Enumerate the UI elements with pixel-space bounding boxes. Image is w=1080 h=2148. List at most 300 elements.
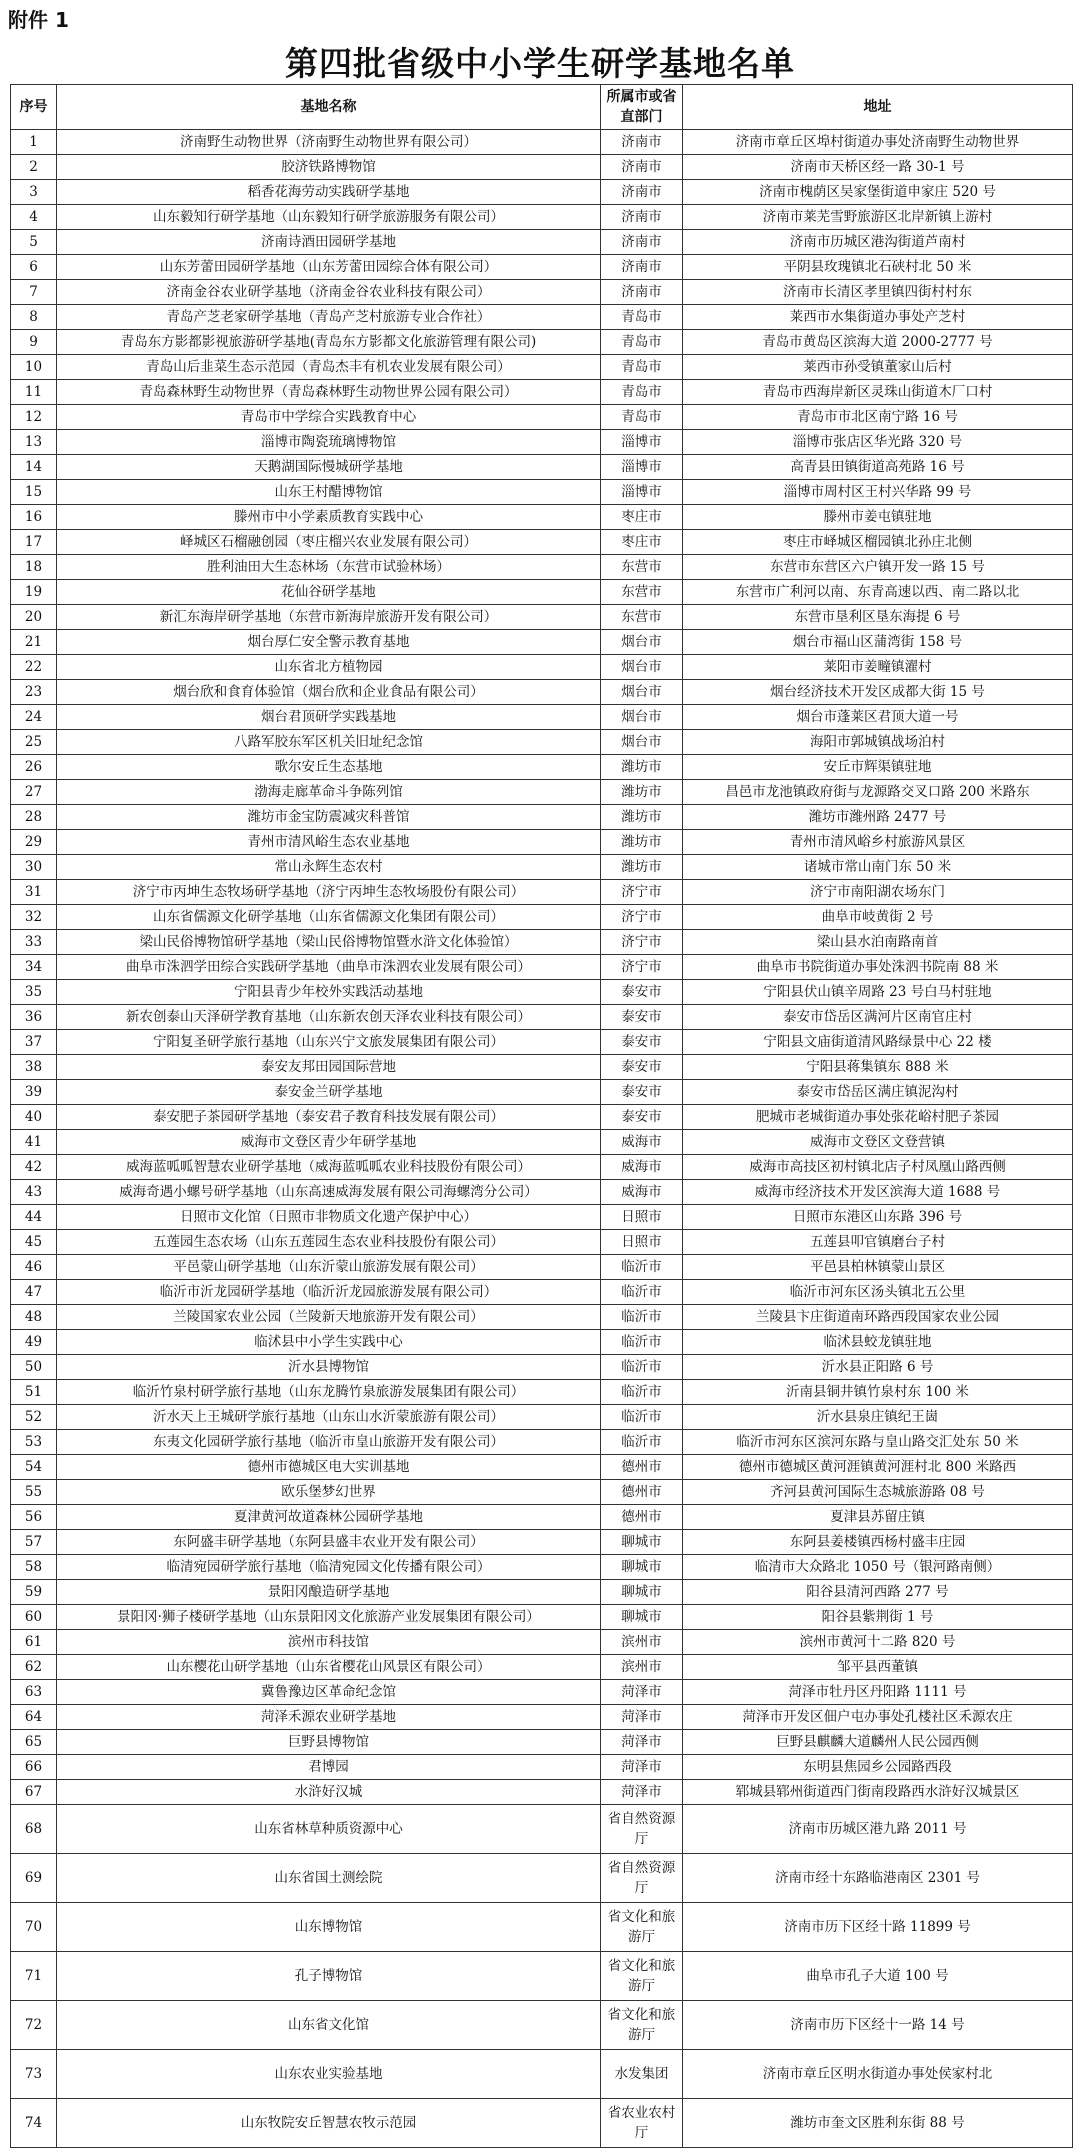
row-address: 枣庄市峄城区榴园镇北孙庄北侧 xyxy=(683,530,1073,555)
table-row xyxy=(11,630,1073,655)
table-row xyxy=(11,1155,1073,1180)
row-base-name: 滕州市中小学素质教育实践中心 xyxy=(57,505,601,530)
row-index: 8 xyxy=(11,305,57,330)
row-base-name: 山东省国土测绘院 xyxy=(57,1854,601,1903)
row-city: 济南市 xyxy=(601,155,683,180)
table-row xyxy=(11,580,1073,605)
row-city: 潍坊市 xyxy=(601,855,683,880)
row-address: 梁山县水泊南路南首 xyxy=(683,930,1073,955)
row-base-name: 夏津黄河故道森林公园研学基地 xyxy=(57,1505,601,1530)
row-city: 烟台市 xyxy=(601,655,683,680)
row-base-name: 孔子博物馆 xyxy=(57,1952,601,2001)
row-address: 济南市经十东路临港南区 2301 号 xyxy=(683,1854,1073,1903)
row-city: 济南市 xyxy=(601,180,683,205)
row-index: 16 xyxy=(11,505,57,530)
row-city: 临沂市 xyxy=(601,1330,683,1355)
row-base-name: 日照市文化馆（日照市非物质文化遗产保护中心） xyxy=(57,1205,601,1230)
row-city: 烟台市 xyxy=(601,680,683,705)
row-city: 泰安市 xyxy=(601,1080,683,1105)
row-address: 济宁市南阳湖农场东门 xyxy=(683,880,1073,905)
row-index: 69 xyxy=(11,1854,57,1903)
row-city: 济南市 xyxy=(601,255,683,280)
table-row xyxy=(11,1430,1073,1455)
table-row xyxy=(11,1455,1073,1480)
row-index: 36 xyxy=(11,1005,57,1030)
row-base-name: 梁山民俗博物馆研学基地（梁山民俗博物馆暨水浒文化体验馆） xyxy=(57,930,601,955)
row-index: 44 xyxy=(11,1205,57,1230)
row-city: 青岛市 xyxy=(601,380,683,405)
row-city: 省自然资源厅 xyxy=(601,1854,683,1903)
header-index: 序号 xyxy=(11,85,57,130)
row-address: 泰安市岱岳区满庄镇泥沟村 xyxy=(683,1080,1073,1105)
table-row xyxy=(11,780,1073,805)
row-index: 53 xyxy=(11,1430,57,1455)
row-index: 45 xyxy=(11,1230,57,1255)
row-city: 泰安市 xyxy=(601,1055,683,1080)
row-address: 平阴县玫瑰镇北石硖村北 50 米 xyxy=(683,255,1073,280)
row-index: 26 xyxy=(11,755,57,780)
row-city: 聊城市 xyxy=(601,1530,683,1555)
row-base-name: 济南诗酒田园研学基地 xyxy=(57,230,601,255)
row-base-name: 宁阳县青少年校外实践活动基地 xyxy=(57,980,601,1005)
row-city: 东营市 xyxy=(601,555,683,580)
row-index: 23 xyxy=(11,680,57,705)
row-city: 济宁市 xyxy=(601,955,683,980)
row-address: 济南市历下区经十路 11899 号 xyxy=(683,1903,1073,1952)
row-index: 21 xyxy=(11,630,57,655)
table-row xyxy=(11,280,1073,305)
row-address: 淄博市周村区王村兴华路 99 号 xyxy=(683,480,1073,505)
row-base-name: 八路军胶东军区机关旧址纪念馆 xyxy=(57,730,601,755)
table-row xyxy=(11,380,1073,405)
row-base-name: 歌尔安丘生态基地 xyxy=(57,755,601,780)
table-row xyxy=(11,1055,1073,1080)
row-index: 37 xyxy=(11,1030,57,1055)
table-row xyxy=(11,1655,1073,1680)
row-address: 临沂市河东区滨河东路与皇山路交汇处东 50 米 xyxy=(683,1430,1073,1455)
row-index: 5 xyxy=(11,230,57,255)
row-address: 青岛市西海岸新区灵珠山街道木厂口村 xyxy=(683,380,1073,405)
row-base-name: 烟台君顶研学实践基地 xyxy=(57,705,601,730)
row-base-name: 渤海走廊革命斗争陈列馆 xyxy=(57,780,601,805)
row-city: 菏泽市 xyxy=(601,1705,683,1730)
row-city: 烟台市 xyxy=(601,730,683,755)
row-base-name: 临清宛园研学旅行基地（临清宛园文化传播有限公司） xyxy=(57,1555,601,1580)
row-index: 4 xyxy=(11,205,57,230)
row-address: 曲阜市孔子大道 100 号 xyxy=(683,1952,1073,2001)
table-row xyxy=(11,2099,1073,2148)
row-index: 63 xyxy=(11,1680,57,1705)
table-row xyxy=(11,180,1073,205)
header-name: 基地名称 xyxy=(57,85,601,130)
table-row xyxy=(11,1903,1073,1952)
row-base-name: 水浒好汉城 xyxy=(57,1780,601,1805)
row-base-name: 胶济铁路博物馆 xyxy=(57,155,601,180)
row-city: 泰安市 xyxy=(601,1030,683,1055)
row-base-name: 君博园 xyxy=(57,1755,601,1780)
row-base-name: 兰陵国家农业公园（兰陵新天地旅游开发有限公司） xyxy=(57,1305,601,1330)
row-base-name: 威海市文登区青少年研学基地 xyxy=(57,1130,601,1155)
table-row xyxy=(11,755,1073,780)
row-base-name: 青岛森林野生动物世界（青岛森林野生动物世界公园有限公司） xyxy=(57,380,601,405)
row-index: 70 xyxy=(11,1903,57,1952)
row-city: 菏泽市 xyxy=(601,1730,683,1755)
row-address: 阳谷县清河西路 277 号 xyxy=(683,1580,1073,1605)
row-index: 40 xyxy=(11,1105,57,1130)
row-base-name: 天鹅湖国际慢城研学基地 xyxy=(57,455,601,480)
row-base-name: 冀鲁豫边区革命纪念馆 xyxy=(57,1680,601,1705)
row-index: 22 xyxy=(11,655,57,680)
row-city: 济南市 xyxy=(601,130,683,155)
table-row xyxy=(11,330,1073,355)
table-row xyxy=(11,855,1073,880)
row-base-name: 胜利油田大生态林场（东营市试验林场） xyxy=(57,555,601,580)
row-address: 泰安市岱岳区满河片区南官庄村 xyxy=(683,1005,1073,1030)
row-address: 巨野县麒麟大道麟州人民公园西侧 xyxy=(683,1730,1073,1755)
row-base-name: 欧乐堡梦幻世界 xyxy=(57,1480,601,1505)
row-index: 50 xyxy=(11,1355,57,1380)
row-base-name: 临沭县中小学生实践中心 xyxy=(57,1330,601,1355)
row-address: 济南市历城区港沟街道芦南村 xyxy=(683,230,1073,255)
row-index: 54 xyxy=(11,1455,57,1480)
row-city: 枣庄市 xyxy=(601,505,683,530)
header-address: 地址 xyxy=(683,85,1073,130)
row-address: 青岛市市北区南宁路 16 号 xyxy=(683,405,1073,430)
table-row xyxy=(11,405,1073,430)
row-base-name: 新汇东海岸研学基地（东营市新海岸旅游开发有限公司） xyxy=(57,605,601,630)
row-address: 济南市章丘区明水街道办事处侯家村北 xyxy=(683,2050,1073,2099)
row-index: 58 xyxy=(11,1555,57,1580)
row-address: 菏泽市开发区佃户屯办事处孔楼社区禾源农庄 xyxy=(683,1705,1073,1730)
annex-label: 附件 1 xyxy=(8,8,69,32)
table-row xyxy=(11,1805,1073,1854)
row-base-name: 山东王村醋博物馆 xyxy=(57,480,601,505)
row-index: 68 xyxy=(11,1805,57,1854)
row-base-name: 山东省儒源文化研学基地（山东省儒源文化集团有限公司） xyxy=(57,905,601,930)
row-city: 德州市 xyxy=(601,1455,683,1480)
row-index: 12 xyxy=(11,405,57,430)
table-row xyxy=(11,1080,1073,1105)
row-base-name: 沂水天上王城研学旅行基地（山东山水沂蒙旅游有限公司） xyxy=(57,1405,601,1430)
row-index: 61 xyxy=(11,1630,57,1655)
row-city: 东营市 xyxy=(601,580,683,605)
table-row xyxy=(11,1530,1073,1555)
row-index: 2 xyxy=(11,155,57,180)
row-base-name: 青州市清风峪生态农业基地 xyxy=(57,830,601,855)
row-address: 肥城市老城街道办事处张花峪村肥子茶园 xyxy=(683,1105,1073,1130)
row-index: 32 xyxy=(11,905,57,930)
table-row xyxy=(11,830,1073,855)
row-address: 五莲县叩官镇磨台子村 xyxy=(683,1230,1073,1255)
row-address: 莱西市水集街道办事处产芝村 xyxy=(683,305,1073,330)
row-city: 菏泽市 xyxy=(601,1680,683,1705)
row-address: 海阳市郭城镇战场泊村 xyxy=(683,730,1073,755)
row-base-name: 临沂竹泉村研学旅行基地（山东龙腾竹泉旅游发展集团有限公司） xyxy=(57,1380,601,1405)
row-base-name: 威海奇遇小螺号研学基地（山东高速威海发展有限公司海螺湾分公司） xyxy=(57,1180,601,1205)
row-city: 临沂市 xyxy=(601,1380,683,1405)
row-index: 41 xyxy=(11,1130,57,1155)
row-base-name: 济南金谷农业研学基地（济南金谷农业科技有限公司） xyxy=(57,280,601,305)
row-city: 青岛市 xyxy=(601,305,683,330)
row-address: 威海市经济技术开发区滨海大道 1688 号 xyxy=(683,1180,1073,1205)
row-city: 潍坊市 xyxy=(601,755,683,780)
row-index: 34 xyxy=(11,955,57,980)
row-index: 74 xyxy=(11,2099,57,2148)
table-row xyxy=(11,480,1073,505)
row-address: 济南市槐荫区吴家堡街道申家庄 520 号 xyxy=(683,180,1073,205)
table-row xyxy=(11,1380,1073,1405)
row-base-name: 烟台欣和食育体验馆（烟台欣和企业食品有限公司） xyxy=(57,680,601,705)
table-row xyxy=(11,1305,1073,1330)
row-base-name: 山东牧院安丘智慧农牧示范园 xyxy=(57,2099,601,2148)
row-base-name: 青岛产芝老家研学基地（青岛产芝村旅游专业合作社） xyxy=(57,305,601,330)
row-address: 东营市垦利区垦东海提 6 号 xyxy=(683,605,1073,630)
row-index: 66 xyxy=(11,1755,57,1780)
row-index: 11 xyxy=(11,380,57,405)
table-row xyxy=(11,1952,1073,2001)
row-address: 夏津县苏留庄镇 xyxy=(683,1505,1073,1530)
row-city: 济南市 xyxy=(601,230,683,255)
row-base-name: 泰安金兰研学基地 xyxy=(57,1080,601,1105)
row-address: 滨州市黄河十二路 820 号 xyxy=(683,1630,1073,1655)
base-list-table xyxy=(10,84,1073,2148)
row-city: 济宁市 xyxy=(601,930,683,955)
row-index: 10 xyxy=(11,355,57,380)
row-index: 19 xyxy=(11,580,57,605)
table-row xyxy=(11,880,1073,905)
row-address: 德州市德城区黄河涯镇黄河涯村北 800 米路西 xyxy=(683,1455,1073,1480)
row-city: 潍坊市 xyxy=(601,805,683,830)
row-base-name: 山东省文化馆 xyxy=(57,2001,601,2050)
table-row xyxy=(11,1755,1073,1780)
table-row xyxy=(11,1854,1073,1903)
table-row xyxy=(11,305,1073,330)
row-index: 33 xyxy=(11,930,57,955)
row-address: 兰陵县卞庄街道南环路西段国家农业公园 xyxy=(683,1305,1073,1330)
row-address: 宁阳县伏山镇辛周路 23 号白马村驻地 xyxy=(683,980,1073,1005)
table-row xyxy=(11,705,1073,730)
row-city: 威海市 xyxy=(601,1155,683,1180)
row-address: 平邑县柏林镇蒙山景区 xyxy=(683,1255,1073,1280)
row-index: 67 xyxy=(11,1780,57,1805)
table-row xyxy=(11,1505,1073,1530)
row-index: 47 xyxy=(11,1280,57,1305)
row-address: 高青县田镇街道高苑路 16 号 xyxy=(683,455,1073,480)
row-address: 临清市大众路北 1050 号（银河路南侧） xyxy=(683,1555,1073,1580)
row-address: 宁阳县文庙街道清风路绿景中心 22 楼 xyxy=(683,1030,1073,1055)
row-index: 28 xyxy=(11,805,57,830)
row-index: 27 xyxy=(11,780,57,805)
row-city: 淄博市 xyxy=(601,430,683,455)
row-city: 德州市 xyxy=(601,1505,683,1530)
row-city: 日照市 xyxy=(601,1230,683,1255)
row-address: 威海市高技区初村镇北店子村凤凰山路西侧 xyxy=(683,1155,1073,1180)
row-city: 青岛市 xyxy=(601,355,683,380)
row-address: 临沂市河东区汤头镇北五公里 xyxy=(683,1280,1073,1305)
table-row xyxy=(11,505,1073,530)
row-index: 55 xyxy=(11,1480,57,1505)
row-city: 聊城市 xyxy=(601,1555,683,1580)
row-base-name: 景阳冈·狮子楼研学基地（山东景阳冈文化旅游产业发展集团有限公司） xyxy=(57,1605,601,1630)
row-index: 31 xyxy=(11,880,57,905)
row-city: 临沂市 xyxy=(601,1280,683,1305)
row-base-name: 沂水县博物馆 xyxy=(57,1355,601,1380)
row-base-name: 泰安肥子茶园研学基地（泰安君子教育科技发展有限公司） xyxy=(57,1105,601,1130)
row-city: 聊城市 xyxy=(601,1580,683,1605)
row-address: 莱西市孙受镇董家山后村 xyxy=(683,355,1073,380)
table-row xyxy=(11,955,1073,980)
table-row xyxy=(11,455,1073,480)
table-row xyxy=(11,1180,1073,1205)
row-city: 烟台市 xyxy=(601,705,683,730)
row-city: 东营市 xyxy=(601,605,683,630)
row-address: 青州市清风峪乡村旅游风景区 xyxy=(683,830,1073,855)
row-base-name: 济南野生动物世界（济南野生动物世界有限公司） xyxy=(57,130,601,155)
row-base-name: 曲阜市洙泗学田综合实践研学基地（曲阜市洙泗农业发展有限公司） xyxy=(57,955,601,980)
row-address: 邹平县西董镇 xyxy=(683,1655,1073,1680)
table-header-row xyxy=(11,85,1073,130)
table-row xyxy=(11,680,1073,705)
row-address: 安丘市辉渠镇驻地 xyxy=(683,755,1073,780)
table-row xyxy=(11,1705,1073,1730)
row-address: 日照市东港区山东路 396 号 xyxy=(683,1205,1073,1230)
row-index: 18 xyxy=(11,555,57,580)
row-address: 沂水县正阳路 6 号 xyxy=(683,1355,1073,1380)
row-base-name: 五莲园生态农场（山东五莲园生态农业科技股份有限公司） xyxy=(57,1230,601,1255)
row-city: 泰安市 xyxy=(601,980,683,1005)
row-address: 郓城县郓州街道西门街南段路西水浒好汉城景区 xyxy=(683,1780,1073,1805)
row-address: 济南市长清区孝里镇四街村村东 xyxy=(683,280,1073,305)
row-city: 临沂市 xyxy=(601,1430,683,1455)
row-address: 沂南县铜井镇竹泉村东 100 米 xyxy=(683,1380,1073,1405)
row-base-name: 潍坊市金宝防震减灾科普馆 xyxy=(57,805,601,830)
row-city: 青岛市 xyxy=(601,330,683,355)
row-base-name: 巨野县博物馆 xyxy=(57,1730,601,1755)
row-base-name: 花仙谷研学基地 xyxy=(57,580,601,605)
row-index: 60 xyxy=(11,1605,57,1630)
table-row xyxy=(11,730,1073,755)
row-city: 滨州市 xyxy=(601,1630,683,1655)
row-address: 滕州市姜屯镇驻地 xyxy=(683,505,1073,530)
row-index: 25 xyxy=(11,730,57,755)
table-row xyxy=(11,1330,1073,1355)
row-address: 东阿县姜楼镇西杨村盛丰庄园 xyxy=(683,1530,1073,1555)
table-row xyxy=(11,605,1073,630)
row-index: 35 xyxy=(11,980,57,1005)
row-address: 诸城市常山南门东 50 米 xyxy=(683,855,1073,880)
row-base-name: 东夷文化园研学旅行基地（临沂市皇山旅游开发有限公司） xyxy=(57,1430,601,1455)
row-base-name: 淄博市陶瓷琉璃博物馆 xyxy=(57,430,601,455)
row-index: 46 xyxy=(11,1255,57,1280)
row-base-name: 稻香花海劳动实践研学基地 xyxy=(57,180,601,205)
row-city: 泰安市 xyxy=(601,1105,683,1130)
row-index: 64 xyxy=(11,1705,57,1730)
table-row xyxy=(11,1780,1073,1805)
table-row xyxy=(11,1730,1073,1755)
table-row xyxy=(11,1030,1073,1055)
table-row xyxy=(11,2050,1073,2099)
table-row xyxy=(11,980,1073,1005)
row-base-name: 菏泽禾源农业研学基地 xyxy=(57,1705,601,1730)
row-index: 6 xyxy=(11,255,57,280)
row-base-name: 平邑蒙山研学基地（山东沂蒙山旅游发展有限公司） xyxy=(57,1255,601,1280)
row-base-name: 威海蓝呱呱智慧农业研学基地（威海蓝呱呱农业科技股份有限公司） xyxy=(57,1155,601,1180)
row-address: 临沭县蛟龙镇驻地 xyxy=(683,1330,1073,1355)
row-city: 滨州市 xyxy=(601,1655,683,1680)
row-address: 烟台市蓬莱区君顶大道一号 xyxy=(683,705,1073,730)
table-row xyxy=(11,905,1073,930)
document-title: 第四批省级中小学生研学基地名单 xyxy=(285,44,795,83)
row-address: 阳谷县紫荆街 1 号 xyxy=(683,1605,1073,1630)
row-address: 济南市历城区港九路 2011 号 xyxy=(683,1805,1073,1854)
row-index: 3 xyxy=(11,180,57,205)
table-row xyxy=(11,430,1073,455)
row-index: 62 xyxy=(11,1655,57,1680)
row-city: 烟台市 xyxy=(601,630,683,655)
row-address: 莱阳市姜疃镇濯村 xyxy=(683,655,1073,680)
row-city: 省文化和旅游厅 xyxy=(601,1952,683,2001)
table-row xyxy=(11,1630,1073,1655)
row-address: 齐河县黄河国际生态城旅游路 08 号 xyxy=(683,1480,1073,1505)
row-base-name: 宁阳复圣研学旅行基地（山东兴宁文旅发展集团有限公司） xyxy=(57,1030,601,1055)
row-index: 13 xyxy=(11,430,57,455)
row-base-name: 山东省北方植物园 xyxy=(57,655,601,680)
row-city: 菏泽市 xyxy=(601,1780,683,1805)
row-index: 42 xyxy=(11,1155,57,1180)
table-row xyxy=(11,1555,1073,1580)
row-index: 57 xyxy=(11,1530,57,1555)
row-index: 43 xyxy=(11,1180,57,1205)
table-row xyxy=(11,155,1073,180)
row-base-name: 山东芳蕾田园研学基地（山东芳蕾田园综合体有限公司） xyxy=(57,255,601,280)
table-row xyxy=(11,1280,1073,1305)
row-city: 临沂市 xyxy=(601,1405,683,1430)
row-base-name: 东阿盛丰研学基地（东阿县盛丰农业开发有限公司） xyxy=(57,1530,601,1555)
table-row xyxy=(11,1205,1073,1230)
row-address: 威海市文登区文登营镇 xyxy=(683,1130,1073,1155)
row-base-name: 山东樱花山研学基地（山东省樱花山风景区有限公司） xyxy=(57,1655,601,1680)
table-row xyxy=(11,130,1073,155)
row-base-name: 青岛山后韭菜生态示范园（青岛杰丰有机农业发展有限公司） xyxy=(57,355,601,380)
row-index: 52 xyxy=(11,1405,57,1430)
table-row xyxy=(11,230,1073,255)
row-index: 24 xyxy=(11,705,57,730)
row-address: 曲阜市岐黄街 2 号 xyxy=(683,905,1073,930)
row-city: 淄博市 xyxy=(601,455,683,480)
row-city: 省文化和旅游厅 xyxy=(601,1903,683,1952)
row-index: 1 xyxy=(11,130,57,155)
row-base-name: 新农创泰山天泽研学教育基地（山东新农创天泽农业科技有限公司） xyxy=(57,1005,601,1030)
table-row xyxy=(11,1580,1073,1605)
table-row xyxy=(11,1255,1073,1280)
row-address: 潍坊市奎文区胜利东街 88 号 xyxy=(683,2099,1073,2148)
row-index: 48 xyxy=(11,1305,57,1330)
row-base-name: 济宁市丙坤生态牧场研学基地（济宁丙坤生态牧场股份有限公司） xyxy=(57,880,601,905)
row-city: 省农业农村厅 xyxy=(601,2099,683,2148)
table-row xyxy=(11,555,1073,580)
table-row xyxy=(11,930,1073,955)
table-row xyxy=(11,2001,1073,2050)
row-address: 曲阜市书院街道办事处洙泗书院南 88 米 xyxy=(683,955,1073,980)
row-city: 济宁市 xyxy=(601,880,683,905)
row-index: 7 xyxy=(11,280,57,305)
row-index: 73 xyxy=(11,2050,57,2099)
table-row xyxy=(11,530,1073,555)
row-index: 49 xyxy=(11,1330,57,1355)
row-index: 29 xyxy=(11,830,57,855)
row-base-name: 峄城区石榴融创园（枣庄榴兴农业发展有限公司） xyxy=(57,530,601,555)
row-address: 东明县焦园乡公园路西段 xyxy=(683,1755,1073,1780)
